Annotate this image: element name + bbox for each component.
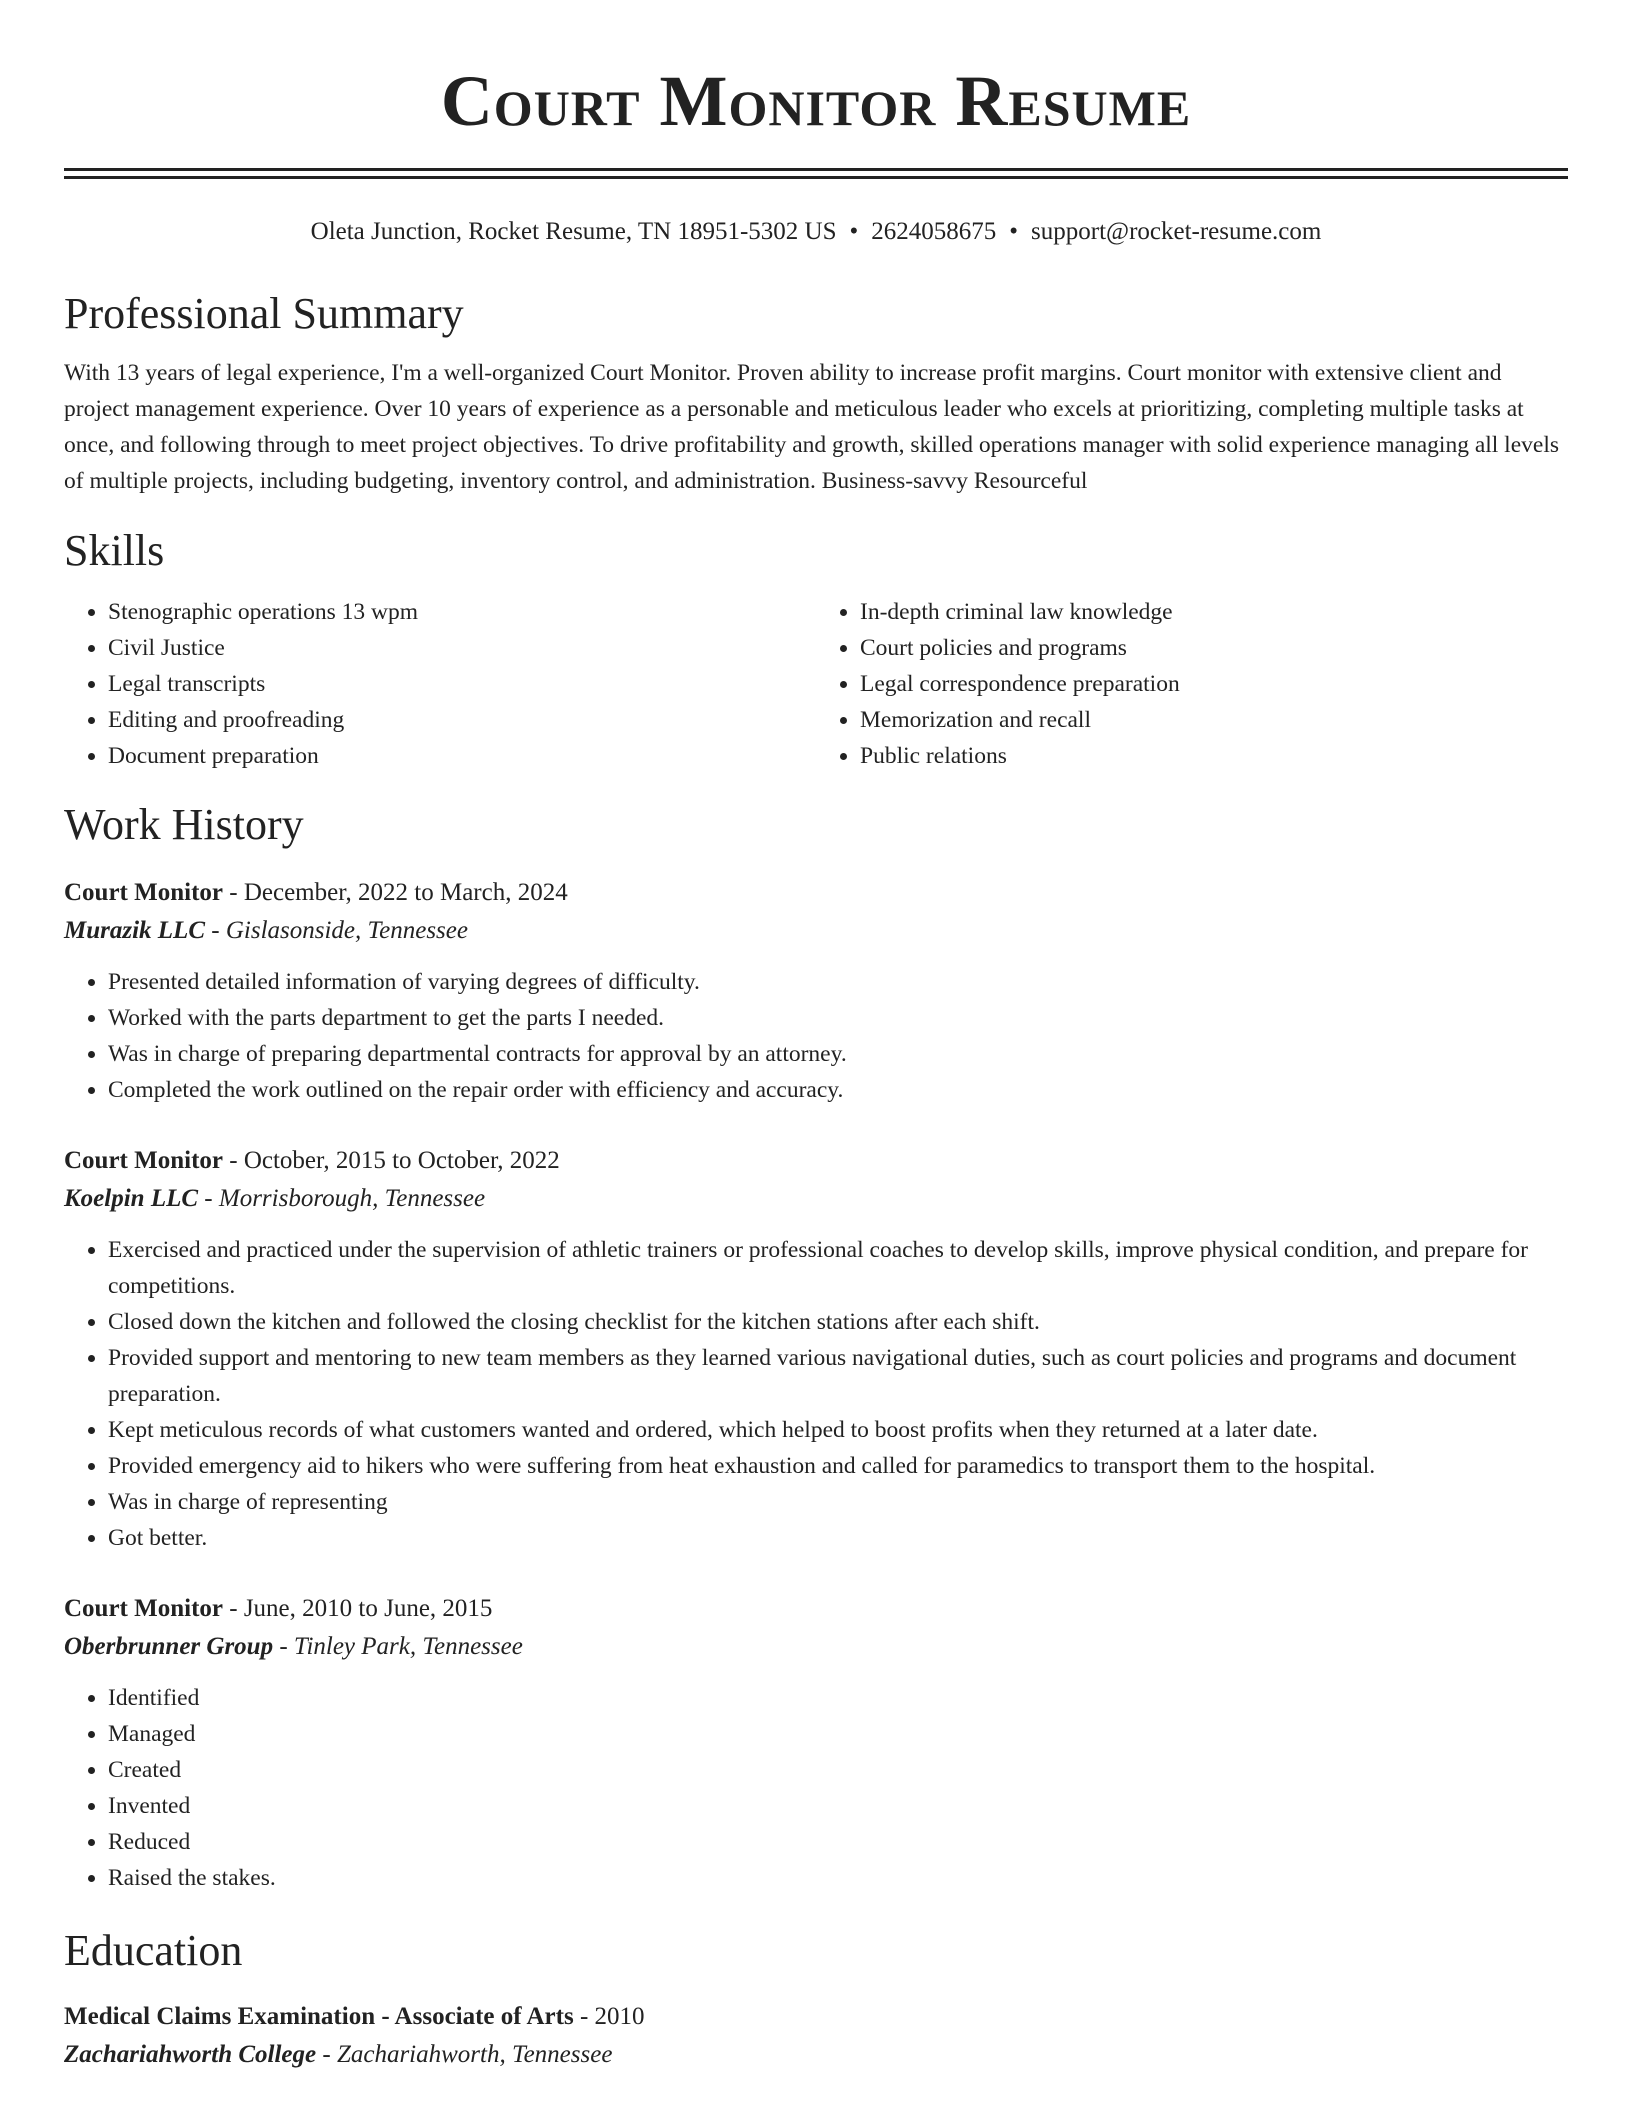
company-location: - Gislasonside, Tennessee — [205, 917, 468, 944]
skill-item: • Memorization and recall — [860, 702, 1568, 738]
job-bullet: • Provided support and mentoring to new team members as they learned various navigational duties, such as court policies and programs and document preparation. — [108, 1340, 1568, 1412]
skills-list — [64, 594, 1568, 774]
job-bullet: • Managed — [108, 1716, 1568, 1752]
job-bullets — [64, 1680, 1568, 1896]
job-title-line — [64, 874, 1568, 912]
skill-item: • Document preparation — [108, 738, 816, 774]
job-title: Court Monitor — [64, 1595, 223, 1622]
job-dates: - June, 2010 to June, 2015 — [223, 1595, 493, 1622]
skill-item: • Court policies and programs — [860, 630, 1568, 666]
contact-phone: 2624058675 — [871, 218, 997, 245]
company-line — [64, 1628, 1568, 1666]
title-rule-thin — [64, 176, 1568, 179]
summary-heading: Professional Summary — [64, 289, 464, 338]
school-location: - Zachariahworth, Tennessee — [316, 2041, 613, 2068]
resume-title: Court Monitor Resume — [440, 61, 1192, 141]
job-bullet: • Created — [108, 1752, 1568, 1788]
job-bullet: • Reduced — [108, 1824, 1568, 1860]
job-bullet: • Closed down the kitchen and followed the closing checklist for the kitchen stations after each shift. — [108, 1304, 1568, 1340]
education-heading: Education — [64, 1926, 243, 1975]
skill-item: • Civil Justice — [108, 630, 816, 666]
job-title: Court Monitor — [64, 1147, 223, 1174]
job-bullets — [64, 1232, 1568, 1556]
company-location: - Tinley Park, Tennessee — [273, 1633, 523, 1660]
degree-name: Medical Claims Examination - Associate of Arts — [64, 2003, 574, 2030]
skill-item: • Legal transcripts — [108, 666, 816, 702]
job-title-line — [64, 1590, 1568, 1628]
skill-item: • In-depth criminal law knowledge — [860, 594, 1568, 630]
job-entry — [64, 1590, 1568, 1896]
company-name: Koelpin LLC — [64, 1185, 199, 1212]
job-bullet: • Invented — [108, 1788, 1568, 1824]
skills-heading: Skills — [64, 526, 165, 575]
contact-address: Oleta Junction, Rocket Resume, TN 18951-5302 US — [310, 218, 837, 245]
job-entry — [64, 874, 1568, 1108]
resume-page — [64, 0, 1568, 2074]
school-line — [64, 2036, 1568, 2074]
company-line — [64, 912, 1568, 950]
contact-line — [64, 217, 1568, 247]
work-history-heading: Work History — [64, 800, 304, 849]
job-bullet: • Got better. — [108, 1520, 1568, 1556]
degree-year: - 2010 — [573, 2003, 645, 2030]
job-bullet: • Provided emergency aid to hikers who were suffering from heat exhaustion and called for paramedics to transport them to the hospital. — [108, 1448, 1568, 1484]
skill-item: • Public relations — [860, 738, 1568, 774]
company-name: Oberbrunner Group — [64, 1633, 274, 1660]
school-name: Zachariahworth College — [64, 2041, 317, 2068]
job-entry — [64, 1142, 1568, 1556]
company-line — [64, 1180, 1568, 1218]
skill-item: • Legal correspondence preparation — [860, 666, 1568, 702]
job-bullet: • Exercised and practiced under the supervision of athletic trainers or professional coaches to develop skills, improve physical condition, and prepare for competitions. — [108, 1232, 1568, 1304]
company-name: Murazik LLC — [64, 917, 206, 944]
job-bullets — [64, 964, 1568, 1108]
job-bullet: • Raised the stakes. — [108, 1860, 1568, 1896]
contact-separator: • — [849, 218, 859, 245]
job-dates: - October, 2015 to October, 2022 — [223, 1147, 560, 1174]
job-bullet: • Completed the work outlined on the repair order with efficiency and accuracy. — [108, 1072, 1568, 1108]
job-title-line — [64, 1142, 1568, 1180]
job-bullet: • Kept meticulous records of what customers wanted and ordered, which helped to boost profits when they returned at a later date. — [108, 1412, 1568, 1448]
job-bullet: • Identified — [108, 1680, 1568, 1716]
company-location: - Morrisborough, Tennessee — [198, 1185, 486, 1212]
degree-line — [64, 1998, 1568, 2036]
skills-column-left — [64, 594, 816, 774]
job-title: Court Monitor — [64, 879, 223, 906]
skills-column-right — [816, 594, 1568, 774]
skill-item: • Editing and proofreading — [108, 702, 816, 738]
summary-text: With 13 years of legal experience, I'm a well-organized Court Monitor. Proven ability to increase profit margins. Court monitor with extensive client and project management experience. Over 10 years of experience as a personable and meticulous leader who excels at prioritizing, completing multiple tasks at once, and following through to meet project objectives. To drive profitability and growth, skilled operations manager with solid experience managing all levels of multiple projects, including budgeting, inventory control, and administration. Business-savvy Resourceful — [64, 360, 1559, 494]
job-dates: - December, 2022 to March, 2024 — [223, 879, 568, 906]
skill-item: • Stenographic operations 13 wpm — [108, 594, 816, 630]
job-bullet: • Worked with the parts department to get the parts I needed. — [108, 1000, 1568, 1036]
contact-separator: • — [1009, 218, 1019, 245]
job-bullet: • Was in charge of representing — [108, 1484, 1568, 1520]
job-bullet: • Presented detailed information of varying degrees of difficulty. — [108, 964, 1568, 1000]
contact-email: support@rocket-resume.com — [1031, 218, 1322, 245]
education-entry — [64, 1998, 1568, 2074]
job-bullet: • Was in charge of preparing departmental contracts for approval by an attorney. — [108, 1036, 1568, 1072]
